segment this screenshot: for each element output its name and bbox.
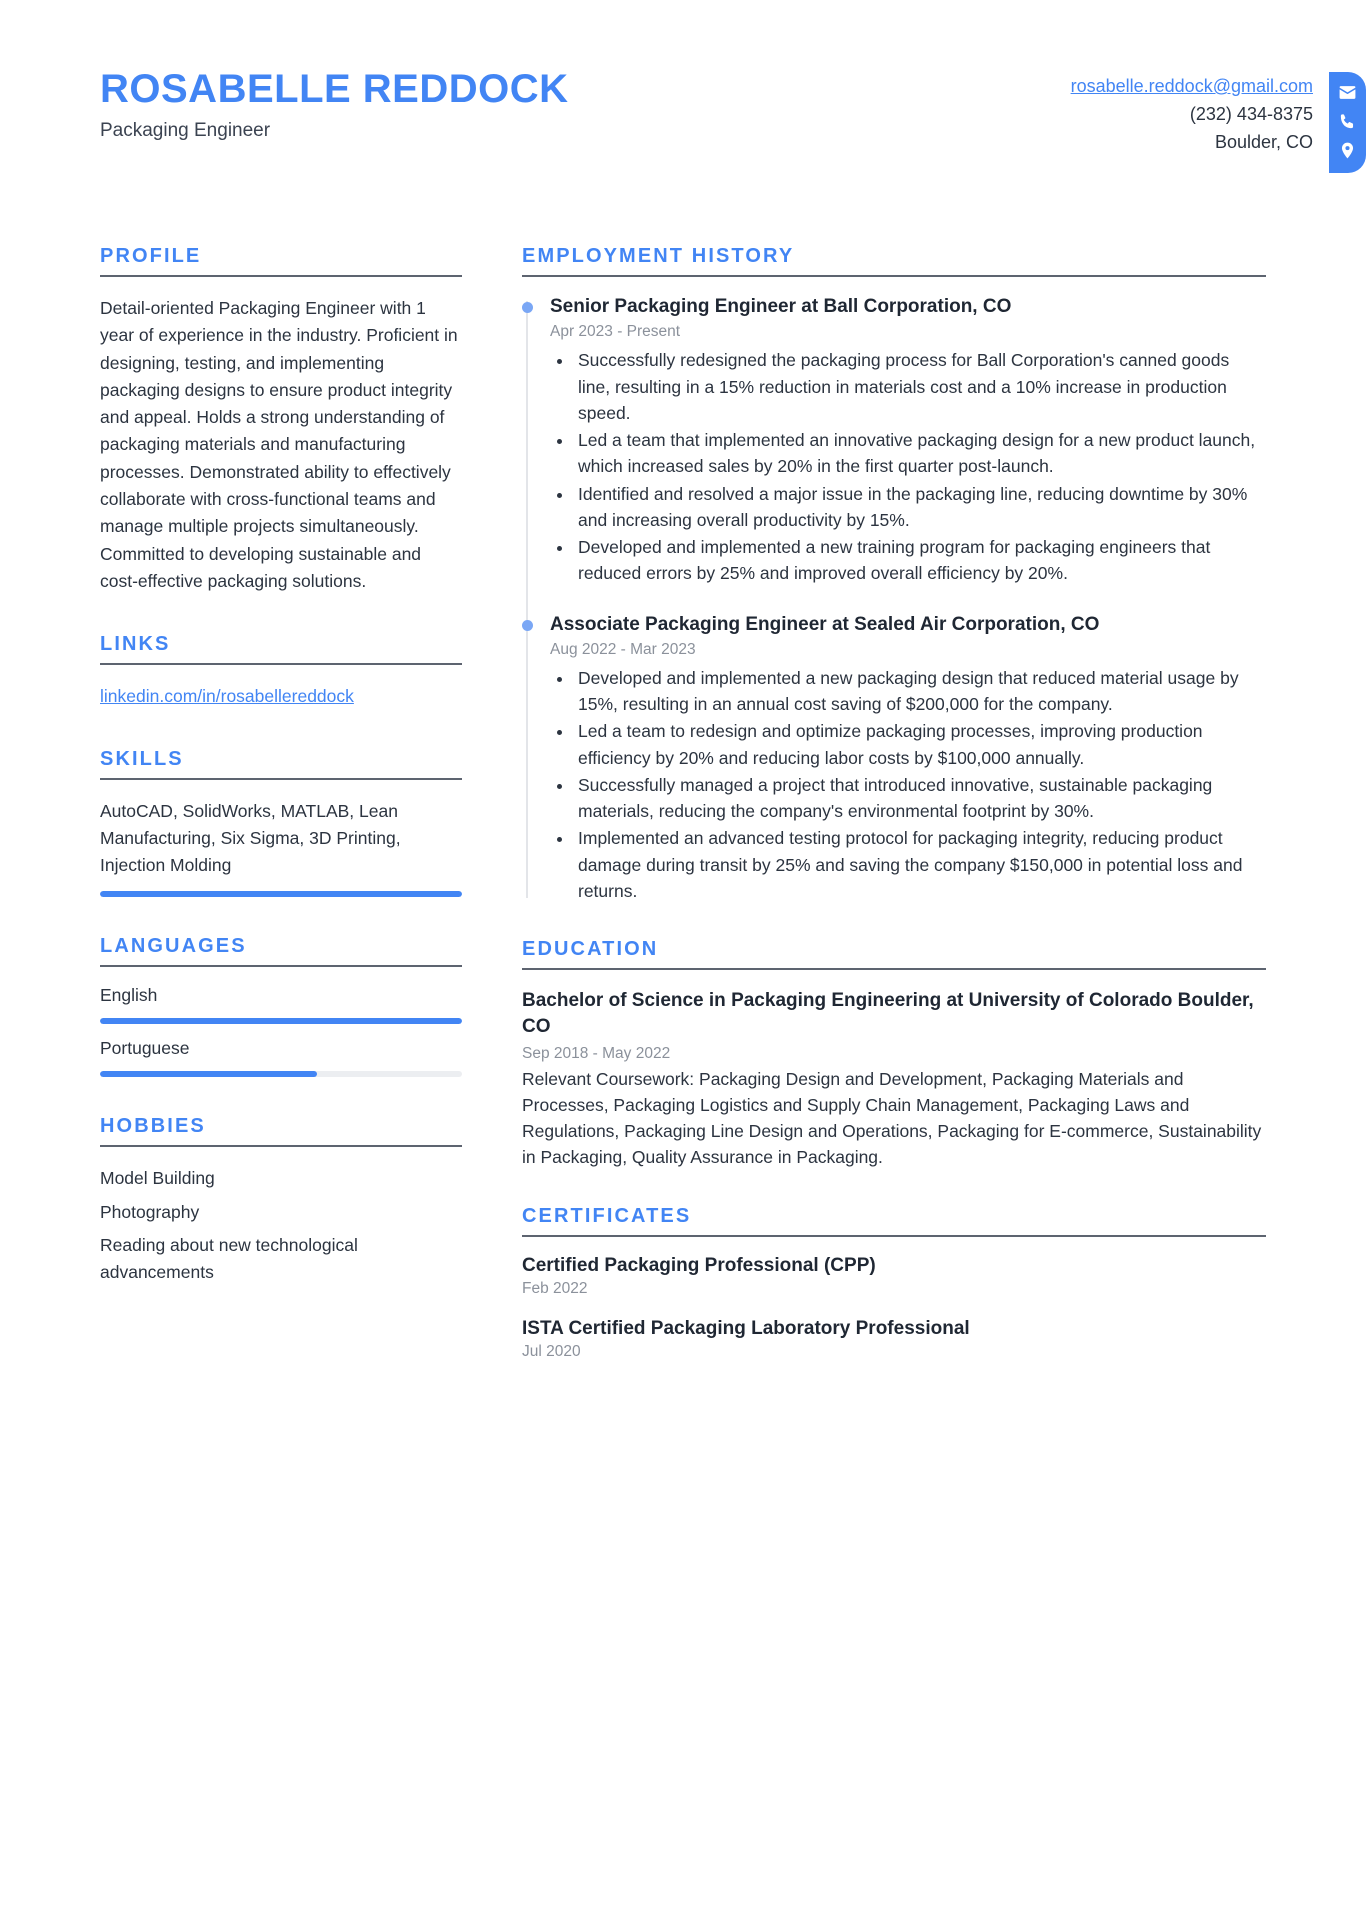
language-level-fill xyxy=(100,1071,317,1077)
envelope-icon xyxy=(1338,83,1357,102)
list-item: Model Building xyxy=(100,1168,215,1189)
page-title: ROSABELLE REDDOCK xyxy=(100,67,569,111)
language-level-bar xyxy=(100,1018,462,1024)
job-bullet: • Developed and implemented a new training program for packaging engineers that reduced errors by 25% and improved overall efficiency by 20%. xyxy=(574,534,1266,587)
job-date: Aug 2022 - Mar 2023 xyxy=(550,640,696,658)
section-divider xyxy=(100,1145,462,1147)
resume-header xyxy=(0,0,1366,173)
job-bullets xyxy=(574,347,1266,586)
education-date: Sep 2018 - May 2022 xyxy=(522,1044,671,1062)
job-bullet: • Led a team to redesign and optimize packaging processes, improving production efficiency by 20% and reducing labor costs by $100,000 annually. xyxy=(574,718,1266,771)
section-divider xyxy=(100,663,462,665)
education-description: Relevant Coursework: Packaging Design and Development, Packaging Materials and Processes, Packaging Logistics and Supply Chain Management, Packaging Laws and Regulations, Packaging Line Design and Operations, Packaging for E-commerce, Sustainability in Packaging, Quality Assurance in Packaging. xyxy=(522,1068,1262,1168)
section-divider xyxy=(522,968,1266,970)
education-title: Bachelor of Science in Packaging Engineering at University of Colorado Boulder, CO xyxy=(522,990,1254,1038)
contact-icon-bar xyxy=(1329,72,1366,173)
contact-phone: (232) 434-8375 xyxy=(1189,104,1313,125)
job-bullet: • Led a team that implemented an innovative packaging design for a new product launch, which increased sales by 20% in the first quarter post-launch. xyxy=(574,427,1266,480)
skills-level-fill xyxy=(100,891,462,897)
employment-timeline xyxy=(522,295,1266,904)
skills-level-bar xyxy=(100,891,462,897)
job-title: Associate Packaging Engineer at Sealed Air Corporation, CO xyxy=(550,613,1100,635)
section-heading-hobbies: HOBBIES xyxy=(100,1115,206,1138)
section-divider xyxy=(100,275,462,277)
header-job-title: Packaging Engineer xyxy=(100,120,271,142)
section-heading-profile: PROFILE xyxy=(100,245,202,267)
timeline-dot-icon xyxy=(522,302,533,313)
list-item xyxy=(522,1318,1266,1361)
list-item xyxy=(522,988,1266,1170)
job-date: Apr 2023 - Present xyxy=(550,323,681,341)
link-linkedin[interactable]: linkedin.com/in/rosabellereddock xyxy=(100,686,354,707)
section-heading-employment: EMPLOYMENT HISTORY xyxy=(522,245,795,267)
job-bullets xyxy=(574,665,1266,904)
timeline-dot-icon xyxy=(522,620,533,631)
section-links xyxy=(100,633,462,709)
list-item xyxy=(100,985,462,1024)
job-title: Senior Packaging Engineer at Ball Corporation, CO xyxy=(550,296,1012,317)
job-bullet: • Successfully managed a project that introduced innovative, sustainable packaging materials, reducing the company's environmental footprint by 30%. xyxy=(574,772,1266,825)
section-heading-links: LINKS xyxy=(100,633,171,656)
section-certificates xyxy=(522,1205,1266,1361)
job-bullet: • Developed and implemented a new packaging design that reduced material usage by 15%, resulting in an annual cost saving of $200,000 for the company. xyxy=(574,665,1266,718)
list-item: Reading about new technological advancements xyxy=(100,1234,358,1282)
section-divider xyxy=(100,965,462,967)
list-item: Photography xyxy=(100,1201,200,1222)
location-pin-icon xyxy=(1338,141,1357,160)
job-bullet: • Successfully redesigned the packaging process for Ball Corporation's canned goods line, resulting in a 15% reduction in materials cost and a 10% increase in production speed. xyxy=(574,347,1266,426)
list-item xyxy=(522,295,1266,587)
certificate-title: ISTA Certified Packaging Laboratory Professional xyxy=(522,1317,970,1339)
sidebar xyxy=(100,245,462,1324)
contact-lines xyxy=(1071,72,1329,156)
main-content xyxy=(522,245,1266,1395)
section-employment-history xyxy=(522,245,1266,904)
language-level-fill xyxy=(100,1018,462,1024)
certificate-title: Certified Packaging Professional (CPP) xyxy=(522,1254,876,1276)
section-profile xyxy=(100,245,462,595)
section-divider xyxy=(522,1235,1266,1237)
job-bullet: • Implemented an advanced testing protocol for packaging integrity, reducing product damage during transit by 25% and saving the company $150,000 in potential loss and returns. xyxy=(574,825,1266,904)
contact-location: Boulder, CO xyxy=(1214,132,1313,153)
section-languages xyxy=(100,935,462,1077)
language-level-bar xyxy=(100,1071,462,1077)
header-identity xyxy=(0,68,569,142)
header-contact-block xyxy=(1071,72,1366,173)
resume-body xyxy=(0,245,1366,1395)
list-item xyxy=(522,1255,1266,1298)
section-heading-education: EDUCATION xyxy=(522,938,659,961)
list-item xyxy=(522,613,1266,905)
profile-text: Detail-oriented Packaging Engineer with 1 year of experience in the industry. Proficient in designing, testing, and implementing packaging designs to ensure product integrity and appeal. Holds a strong understanding of packaging materials and manufacturing processes. Demonstrated ability to effectively collaborate with cross-functional teams and manage multiple projects simultaneously. Committed to developing sustainable and cost-effective packaging solutions. xyxy=(100,298,458,591)
skills-text: AutoCAD, SolidWorks, MATLAB, Lean Manufacturing, Six Sigma, 3D Printing, Injection Molding xyxy=(100,800,401,876)
section-hobbies xyxy=(100,1115,462,1286)
language-name: English xyxy=(100,985,158,1006)
certificate-date: Feb 2022 xyxy=(522,1279,588,1297)
section-divider xyxy=(522,275,1266,277)
section-heading-languages: LANGUAGES xyxy=(100,935,247,958)
phone-icon xyxy=(1338,112,1357,131)
section-divider xyxy=(100,778,462,780)
section-heading-certificates: CERTIFICATES xyxy=(522,1204,692,1227)
job-bullet: • Identified and resolved a major issue in the packaging line, reducing downtime by 30% and increasing overall productivity by 15%. xyxy=(574,481,1266,534)
section-skills xyxy=(100,748,462,898)
certificate-date: Jul 2020 xyxy=(522,1342,581,1360)
section-heading-skills: SKILLS xyxy=(100,747,184,770)
section-education xyxy=(522,938,1266,1170)
list-item xyxy=(100,1038,462,1077)
contact-email[interactable]: rosabelle.reddock@gmail.com xyxy=(1070,76,1313,96)
language-name: Portuguese xyxy=(100,1038,190,1059)
